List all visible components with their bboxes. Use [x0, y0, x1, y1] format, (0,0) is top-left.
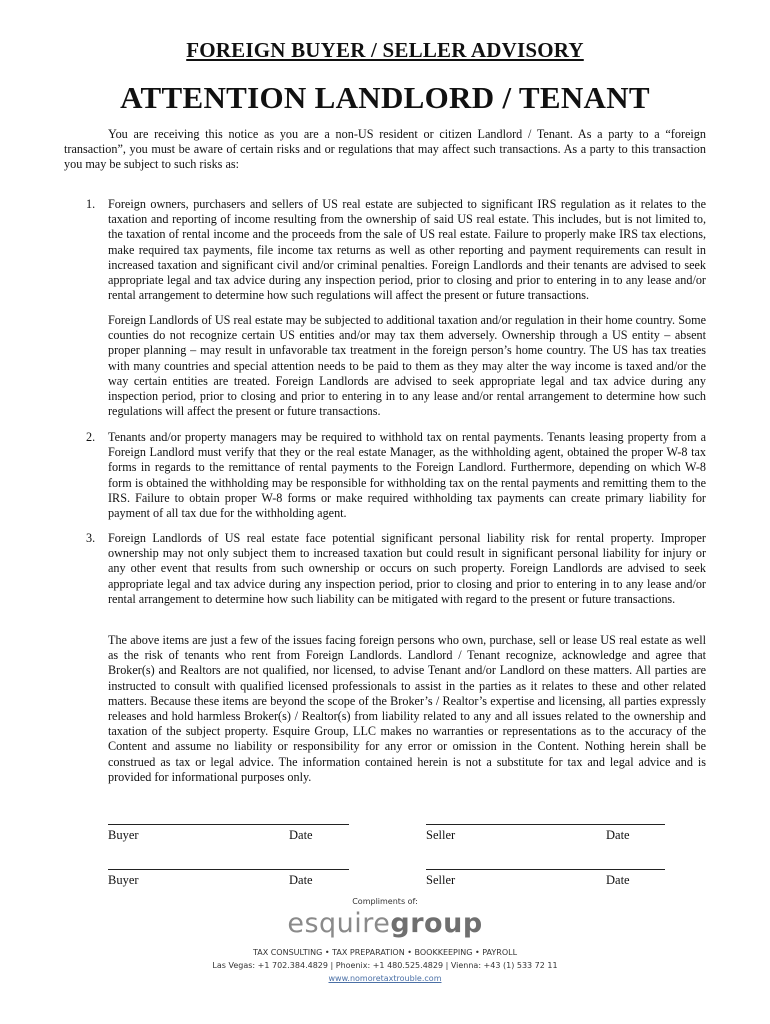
item-number: 1.	[86, 197, 96, 211]
buyer-signature-line[interactable]	[108, 824, 349, 825]
esquire-group-logo	[0, 907, 770, 941]
item-3-paragraph-1: Foreign Landlords of US real estate face potential significant personal liability risk for rental property. Improper ownership may not only subject them to increased taxation but could result in significant personal liability for injury or any other event that results from such ownership or occurs on such property. Foreign Landlords are advised to seek appropriate legal and tax advice during any inspection period, prior to closing and prior to entering in to any lease and/or rental arrangement to determine how such liability can be mitigated with regard to the present or future transactions.	[108, 531, 706, 606]
buyer-label: Buyer	[108, 828, 139, 842]
item-1-paragraph-1: Foreign owners, purchasers and sellers of US real estate are subjected to significant IRS regulation as it relates to the taxation and reporting of income resulting from the ownership of said US real estate. This includes, but is not limited to, the taxation of rental income and the proceeds from the sale of US real estate. Failure to properly make IRS tax elections, make required tax payments, file income tax returns as well as other reporting and payment requirements can result in increased taxation and significant civil and/or criminal penalties. Foreign Landlords and their tenants are advised to seek appropriate legal and tax advice during any inspection period, prior to closing and prior to entering in to any lease and/or rental arrangement to determine how such regulations will affect the present or future transactions.	[108, 197, 706, 303]
intro-paragraph: You are receiving this notice as you are a non-US resident or citizen Landlord / Tenant. As a party to a “foreign transaction”, you must be aware of certain risks and or regulations that may affect such transactions. As a party to this transaction you may be subject to such risks as:	[64, 127, 706, 172]
buyer-date-label: Date	[289, 828, 313, 842]
seller-signature-line[interactable]	[426, 869, 665, 870]
document-title: FOREIGN BUYER / SELLER ADVISORY	[186, 38, 584, 62]
services-line: TAX CONSULTING • TAX PREPARATION • BOOKKEEPING • PAYROLL	[252, 948, 518, 957]
item-number: 2.	[86, 430, 96, 444]
logo-text-bold: group	[390, 908, 483, 939]
seller-label: Seller	[426, 873, 456, 887]
buyer-signature-line[interactable]	[108, 869, 349, 870]
item-2-paragraph-1: Tenants and/or property managers may be required to withhold tax on rental payments. Tenants leasing property from a Foreign Landlord must verify that they or the real estate Manager, as the withholding agent, obtained the proper W-8 tax forms in regards to the remittance of rental payments to the Foreign Landlord. Furthermore, depending on which W-8 form is obtained the withholding may be responsible for withholding tax on the rental payments and remitting them to the IRS. Failure to obtain proper W-8 forms or make required withholding tax payments can create primary liability for payment of all tax due for the withholding agent.	[108, 430, 706, 521]
seller-signature-line[interactable]	[426, 824, 665, 825]
item-3-paragraph-2: The above items are just a few of the issues facing foreign persons who own, purchase, sell or lease US real estate as well as the risk of tenants who rent from Foreign Landlords. Landlord / Tenant recognize, acknowledge and agree that Broker(s) and Realtors are not qualified, nor licensed, to advise Tenant and/or Landlord on these matters. All parties are instructed to consult with qualified licensed professionals to assist in the parties as it relates to these and other related matters. Because these items are beyond the scope of the Broker’s / Realtor’s expertise and licensing, all parties expressly releases and hold harmless Broker(s) / Realtor(s) from liability related to any and all issues related to the ownership and taxation of the subject property. Esquire Group, LLC makes no warranties or representations as to the accuracy of the Content and assume no liability or responsibility for any error or omission in the Content. Nothing herein shall be construed as tax or legal advice. The information contained herein is not a substitute for tax and legal advice and is provided for informational purposes only.	[108, 633, 706, 784]
buyer-label: Buyer	[108, 873, 139, 887]
document-subtitle: ATTENTION LANDLORD / TENANT	[120, 80, 650, 115]
seller-date-label: Date	[606, 828, 630, 842]
website-link[interactable]: www.nomoretaxtrouble.com	[328, 974, 442, 983]
buyer-date-label: Date	[289, 873, 313, 887]
seller-date-label: Date	[606, 873, 630, 887]
item-1-paragraph-2: Foreign Landlords of US real estate may be subjected to additional taxation and/or regulation in their home country. Some counties do not recognize certain US entities and/or may tax them adversely. Ownership through a US entity – absent proper planning – may result in unfavorable tax treatment in the foreign person’s home country. The US has tax treaties with many countries and special attention needs to be paid to them as they may alter the way income is taxed and/or the way certain entities are treated. Foreign Landlords are advised to seek appropriate legal and tax advice during any inspection period, prior to closing and prior to entering in to any lease and/or rental arrangement to determine how such regulations will affect the present or future transactions.	[108, 313, 706, 419]
seller-label: Seller	[426, 828, 456, 842]
logo-text-light: esquire	[287, 908, 391, 939]
contact-line: Las Vegas: +1 702.384.4829 | Phoenix: +1 480.525.4829 | Vienna: +43 (1) 533 72 11	[212, 961, 558, 970]
compliments-text: Compliments of:	[352, 897, 418, 906]
item-number: 3.	[86, 531, 96, 545]
